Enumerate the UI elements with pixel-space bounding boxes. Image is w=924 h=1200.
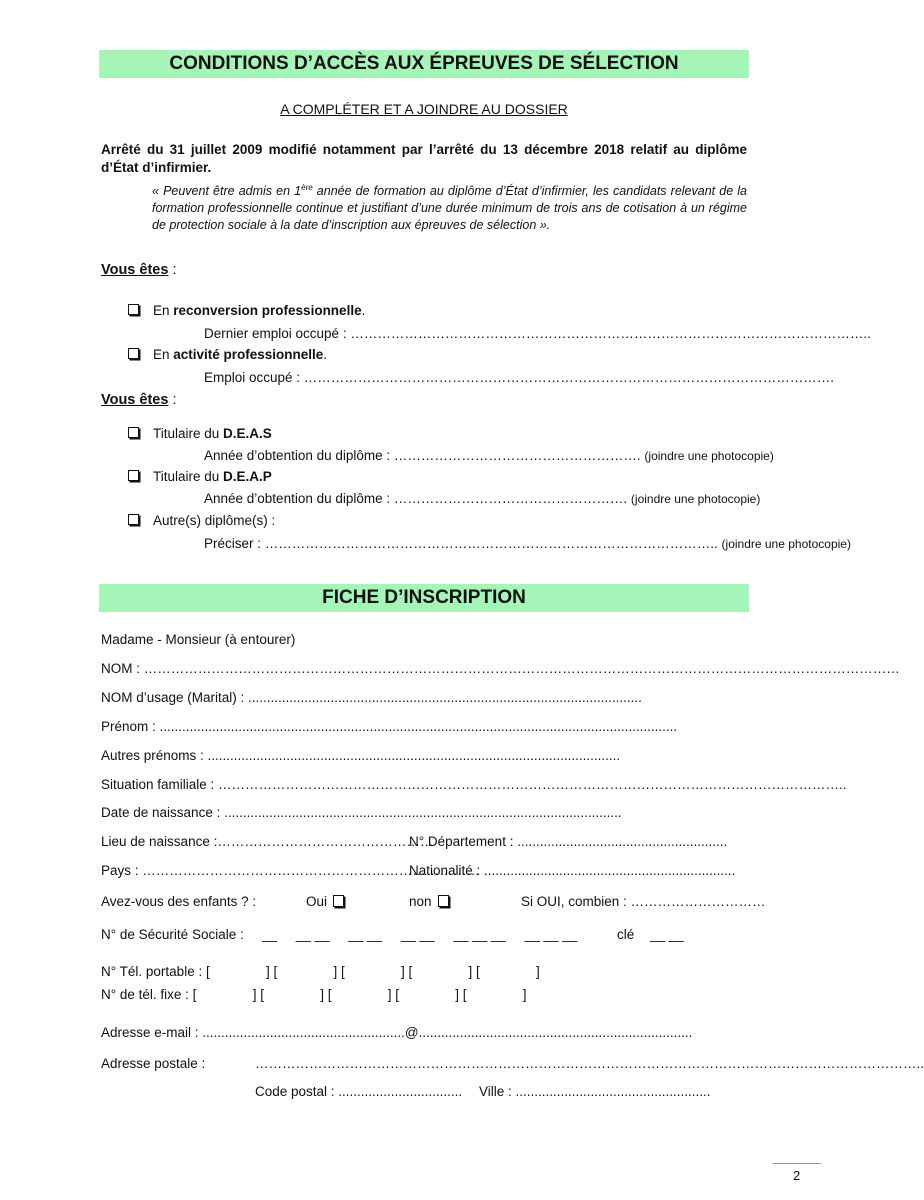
enfants-question: Avez-vous des enfants ? : <box>101 894 257 909</box>
field-cle[interactable]: __ __ <box>650 927 684 942</box>
vous-etes-heading-1: Vous êtes : <box>101 262 177 278</box>
option-autres-diplomes[interactable]: Autre(s) diplôme(s) : <box>128 513 275 528</box>
option-activite[interactable]: En activité professionnelle. <box>128 347 327 362</box>
decree-reference: Arrêté du 31 juillet 2009 modifié notamment par l’arrêté du 13 décembre 2018 relatif au diplôme d’État d’infirmier. <box>101 142 747 175</box>
field-dernier-emploi[interactable]: Dernier emploi occupé : …………………………………………………………………………………………………….. <box>204 326 871 341</box>
checkbox-icon[interactable] <box>128 304 139 315</box>
field-departement[interactable]: N° Département : ........................................................ <box>409 834 728 849</box>
field-combien[interactable]: Si OUI, combien : ………………………… <box>521 894 766 909</box>
field-code-postal[interactable]: Code postal : ................................. <box>255 1084 463 1099</box>
checkbox-icon[interactable] <box>128 348 139 359</box>
field-tel-portable[interactable]: N° Tél. portable : [ ] [ ] [ ] [ ] [ ] <box>101 964 540 979</box>
section-title-conditions: CONDITIONS D’ACCÈS AUX ÉPREUVES DE SÉLECTION <box>99 50 749 78</box>
checkbox-icon[interactable] <box>128 514 139 525</box>
option-oui[interactable]: Oui <box>306 894 344 909</box>
field-autres-prenoms[interactable]: Autres prénoms : .............................................................................................................. <box>101 748 621 763</box>
field-emploi[interactable]: Emploi occupé : ………………………………………………………………………………………………………. <box>204 370 835 385</box>
field-preciser[interactable]: Préciser : ……………………………………………………………………………………….. (joindre une photocopie) <box>204 536 851 551</box>
cle-label: clé <box>617 927 635 942</box>
field-nom[interactable]: NOM : …………………………………………………………………………………………………………………………………………………… <box>101 661 900 676</box>
checkbox-icon[interactable] <box>438 895 449 907</box>
field-lieu-naissance[interactable]: Lieu de naissance :………………………………………… <box>101 834 434 849</box>
civilite-label[interactable]: Madame - Monsieur (à entourer) <box>101 632 296 647</box>
option-reconversion[interactable]: En reconversion professionnelle. <box>128 303 365 318</box>
option-non[interactable]: non <box>409 894 449 909</box>
page-number: 2 <box>793 1168 801 1183</box>
option-deas[interactable]: Titulaire du D.E.A.S <box>128 426 272 441</box>
field-annee-deap[interactable]: Année d’obtention du diplôme : ……………………………………………. (joindre une photocopie) <box>204 491 761 506</box>
field-annee-deas[interactable]: Année d’obtention du diplôme : ………………………………………………. (joindre une photocopie) <box>204 448 774 463</box>
vous-etes-heading-2: Vous êtes : <box>101 392 177 408</box>
secu-label: N° de Sécurité Sociale : <box>101 927 244 942</box>
field-ville[interactable]: Ville : .................................................... <box>479 1084 711 1099</box>
field-situation-familiale[interactable]: Situation familiale : ………………………………………………………………………………………………………………………….. <box>101 777 847 792</box>
field-date-naissance[interactable]: Date de naissance : .......................................................................................................... <box>101 805 622 820</box>
field-nom-usage[interactable]: NOM d’usage (Marital) : ......................................................................................................... <box>101 690 642 705</box>
checkbox-icon[interactable] <box>128 427 139 438</box>
field-nationalite[interactable]: Nationalité : ................................................................... <box>409 863 736 878</box>
footer-divider <box>773 1163 821 1164</box>
field-tel-fixe[interactable]: N° de tél. fixe : [ ] [ ] [ ] [ ] [ ] <box>101 987 527 1002</box>
field-prenom[interactable]: Prénom : .......................................................................................................................................... <box>101 719 678 734</box>
checkbox-icon[interactable] <box>128 470 139 481</box>
field-adresse[interactable]: ………………………………………………………………………………………………………………………………….. <box>255 1056 924 1071</box>
field-secu[interactable]: __ __ __ __ __ __ __ __ __ __ __ __ __ <box>262 927 578 942</box>
adresse-label: Adresse postale : <box>101 1056 206 1071</box>
decree-quote: « Peuvent être admis en 1ère année de formation au diplôme d’État d’infirmier, les candidats relevant de la formation professionnelle continue et justifiant d’une durée minimum de trois ans de cotisation à un régime de protection sociale à la date d’inscription aux épreuves de sélection ». <box>152 183 747 233</box>
checkbox-icon[interactable] <box>333 895 344 907</box>
field-pays[interactable]: Pays : ………………………………………………………………… <box>101 863 480 878</box>
option-deap[interactable]: Titulaire du D.E.A.P <box>128 469 272 484</box>
section-title-inscription: FICHE D’INSCRIPTION <box>99 584 749 612</box>
section-subtitle: A COMPLÉTER ET A JOINDRE AU DOSSIER <box>280 101 568 117</box>
field-email[interactable]: Adresse e-mail : ......................................................@......................................................................... <box>101 1025 693 1040</box>
